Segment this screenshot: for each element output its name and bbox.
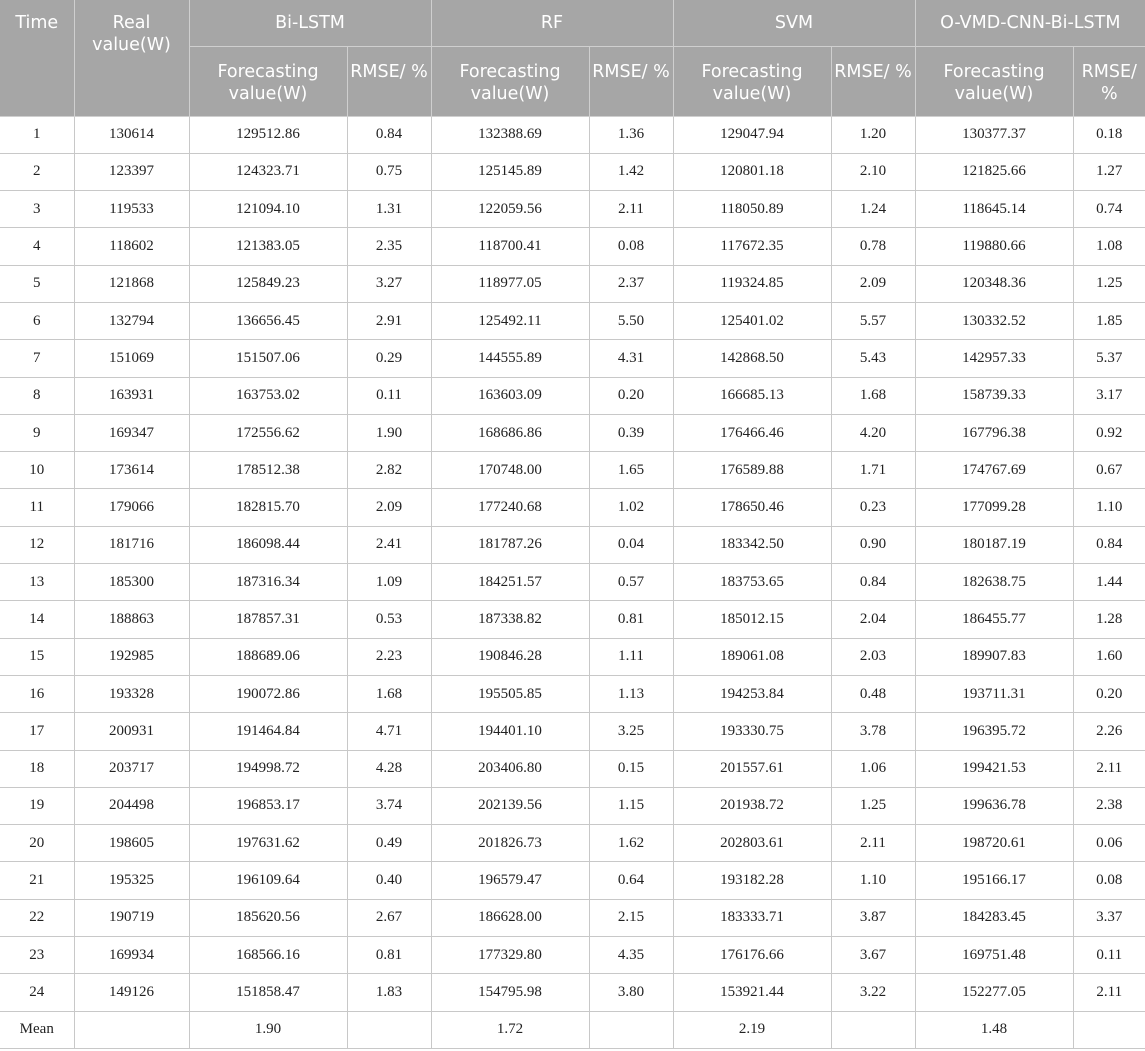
ovmd-rmse-cell: 5.37 [1073, 340, 1145, 377]
time-cell: 5 [0, 265, 74, 302]
bilstm-rmse-cell: 2.35 [347, 228, 431, 265]
real-value-cell: 123397 [74, 153, 189, 190]
rf-forecast-cell: 203406.80 [431, 750, 589, 787]
ovmd-forecast-cell: 184283.45 [915, 899, 1073, 936]
rf-forecast-cell: 187338.82 [431, 601, 589, 638]
bilstm-forecast-cell: 121383.05 [189, 228, 347, 265]
mean-value-cell: 1.72 [431, 1011, 589, 1048]
header-group-rf: RF [431, 0, 673, 46]
svm-rmse-cell: 3.78 [831, 713, 915, 750]
rf-rmse-cell: 1.13 [589, 675, 673, 712]
ovmd-rmse-cell: 1.25 [1073, 265, 1145, 302]
table-row [0, 526, 1145, 563]
ovmd-rmse-cell: 3.17 [1073, 377, 1145, 414]
header-group-ovmd: O-VMD-CNN-Bi-LSTM [915, 0, 1145, 46]
mean-value-cell: 2.19 [673, 1011, 831, 1048]
time-cell: 4 [0, 228, 74, 265]
bilstm-rmse-cell: 3.27 [347, 265, 431, 302]
svm-rmse-cell: 0.48 [831, 675, 915, 712]
time-cell: 21 [0, 862, 74, 899]
real-value-cell: 198605 [74, 825, 189, 862]
bilstm-rmse-cell: 0.53 [347, 601, 431, 638]
table-row [0, 340, 1145, 377]
rf-rmse-cell: 1.15 [589, 787, 673, 824]
ovmd-forecast-cell: 130377.37 [915, 116, 1073, 153]
ovmd-forecast-cell: 158739.33 [915, 377, 1073, 414]
time-cell: 2 [0, 153, 74, 190]
ovmd-rmse-cell: 0.20 [1073, 675, 1145, 712]
rf-rmse-cell: 1.62 [589, 825, 673, 862]
time-cell: 15 [0, 638, 74, 675]
header-group-svm: SVM [673, 0, 915, 46]
ovmd-rmse-cell: 1.85 [1073, 302, 1145, 339]
time-cell: 19 [0, 787, 74, 824]
rf-forecast-cell: 194401.10 [431, 713, 589, 750]
svm-rmse-cell: 1.25 [831, 787, 915, 824]
bilstm-rmse-cell: 1.31 [347, 191, 431, 228]
rf-forecast-cell: 181787.26 [431, 526, 589, 563]
header-rmse: RMSE/ % [589, 46, 673, 116]
ovmd-rmse-cell: 1.08 [1073, 228, 1145, 265]
bilstm-forecast-cell: 186098.44 [189, 526, 347, 563]
real-value-cell: 193328 [74, 675, 189, 712]
svm-rmse-cell: 1.10 [831, 862, 915, 899]
bilstm-rmse-cell: 1.90 [347, 414, 431, 451]
table-row [0, 564, 1145, 601]
svm-forecast-cell: 201938.72 [673, 787, 831, 824]
bilstm-rmse-cell: 2.91 [347, 302, 431, 339]
rf-rmse-cell: 3.25 [589, 713, 673, 750]
mean-value-cell [831, 1011, 915, 1048]
bilstm-rmse-cell: 3.74 [347, 787, 431, 824]
rf-forecast-cell: 118700.41 [431, 228, 589, 265]
mean-value-cell: 1.90 [189, 1011, 347, 1048]
real-value-cell: 169934 [74, 937, 189, 974]
svm-rmse-cell: 0.90 [831, 526, 915, 563]
header-rmse: RMSE/ % [831, 46, 915, 116]
time-cell: 20 [0, 825, 74, 862]
real-value-cell: 181716 [74, 526, 189, 563]
bilstm-rmse-cell: 0.40 [347, 862, 431, 899]
svm-forecast-cell: 125401.02 [673, 302, 831, 339]
real-value-cell: 132794 [74, 302, 189, 339]
bilstm-rmse-cell: 0.84 [347, 116, 431, 153]
table-row [0, 862, 1145, 899]
ovmd-rmse-cell: 0.11 [1073, 937, 1145, 974]
rf-forecast-cell: 196579.47 [431, 862, 589, 899]
header-real-value: Real value(W) [74, 0, 189, 116]
rf-forecast-cell: 186628.00 [431, 899, 589, 936]
table-row [0, 675, 1145, 712]
svm-rmse-cell: 3.67 [831, 937, 915, 974]
bilstm-forecast-cell: 151507.06 [189, 340, 347, 377]
header-group-bilstm: Bi-LSTM [189, 0, 431, 46]
ovmd-rmse-cell: 1.44 [1073, 564, 1145, 601]
ovmd-rmse-cell: 0.84 [1073, 526, 1145, 563]
rf-forecast-cell: 125492.11 [431, 302, 589, 339]
header-forecasting: Forecasting value(W) [189, 46, 347, 116]
time-cell: 16 [0, 675, 74, 712]
real-value-cell: 130614 [74, 116, 189, 153]
svm-rmse-cell: 2.10 [831, 153, 915, 190]
time-cell: 13 [0, 564, 74, 601]
bilstm-forecast-cell: 172556.62 [189, 414, 347, 451]
rf-rmse-cell: 0.15 [589, 750, 673, 787]
header-time: Time [0, 0, 74, 116]
table-row [0, 116, 1145, 153]
svm-rmse-cell: 1.20 [831, 116, 915, 153]
table-row [0, 638, 1145, 675]
ovmd-rmse-cell: 2.11 [1073, 974, 1145, 1011]
table-row [0, 899, 1145, 936]
bilstm-forecast-cell: 163753.02 [189, 377, 347, 414]
real-value-cell: 179066 [74, 489, 189, 526]
ovmd-forecast-cell: 119880.66 [915, 228, 1073, 265]
time-cell: 6 [0, 302, 74, 339]
time-cell: 17 [0, 713, 74, 750]
time-cell: 3 [0, 191, 74, 228]
table-row [0, 974, 1145, 1011]
rf-rmse-cell: 1.42 [589, 153, 673, 190]
rf-rmse-cell: 2.11 [589, 191, 673, 228]
bilstm-forecast-cell: 129512.86 [189, 116, 347, 153]
header-forecasting: Forecasting value(W) [431, 46, 589, 116]
svm-forecast-cell: 202803.61 [673, 825, 831, 862]
svm-forecast-cell: 185012.15 [673, 601, 831, 638]
real-value-cell: 118602 [74, 228, 189, 265]
real-value-cell: 204498 [74, 787, 189, 824]
table-row [0, 452, 1145, 489]
mean-value-cell [1073, 1011, 1145, 1048]
bilstm-forecast-cell: 187857.31 [189, 601, 347, 638]
rf-rmse-cell: 0.57 [589, 564, 673, 601]
rf-forecast-cell: 118977.05 [431, 265, 589, 302]
table-row [0, 750, 1145, 787]
rf-forecast-cell: 125145.89 [431, 153, 589, 190]
time-cell: 14 [0, 601, 74, 638]
svm-rmse-cell: 1.24 [831, 191, 915, 228]
bilstm-rmse-cell: 2.41 [347, 526, 431, 563]
rf-rmse-cell: 2.15 [589, 899, 673, 936]
time-cell: 18 [0, 750, 74, 787]
real-value-cell: 169347 [74, 414, 189, 451]
ovmd-rmse-cell: 0.67 [1073, 452, 1145, 489]
ovmd-rmse-cell: 3.37 [1073, 899, 1145, 936]
table-row [0, 787, 1145, 824]
ovmd-rmse-cell: 2.38 [1073, 787, 1145, 824]
bilstm-rmse-cell: 1.09 [347, 564, 431, 601]
bilstm-forecast-cell: 168566.16 [189, 937, 347, 974]
svm-rmse-cell: 0.78 [831, 228, 915, 265]
time-cell: 1 [0, 116, 74, 153]
ovmd-forecast-cell: 169751.48 [915, 937, 1073, 974]
mean-value-cell [74, 1011, 189, 1048]
svm-forecast-cell: 120801.18 [673, 153, 831, 190]
table-row [0, 937, 1145, 974]
svm-rmse-cell: 0.84 [831, 564, 915, 601]
ovmd-forecast-cell: 177099.28 [915, 489, 1073, 526]
time-cell: 22 [0, 899, 74, 936]
rf-rmse-cell: 2.37 [589, 265, 673, 302]
svm-rmse-cell: 2.11 [831, 825, 915, 862]
rf-rmse-cell: 5.50 [589, 302, 673, 339]
rf-forecast-cell: 190846.28 [431, 638, 589, 675]
bilstm-forecast-cell: 194998.72 [189, 750, 347, 787]
ovmd-forecast-cell: 196395.72 [915, 713, 1073, 750]
bilstm-rmse-cell: 2.09 [347, 489, 431, 526]
rf-rmse-cell: 1.65 [589, 452, 673, 489]
svm-rmse-cell: 2.03 [831, 638, 915, 675]
ovmd-rmse-cell: 0.18 [1073, 116, 1145, 153]
bilstm-forecast-cell: 197631.62 [189, 825, 347, 862]
bilstm-forecast-cell: 124323.71 [189, 153, 347, 190]
rf-forecast-cell: 168686.86 [431, 414, 589, 451]
bilstm-rmse-cell: 1.68 [347, 675, 431, 712]
header-forecasting: Forecasting value(W) [915, 46, 1073, 116]
ovmd-forecast-cell: 193711.31 [915, 675, 1073, 712]
svm-rmse-cell: 1.06 [831, 750, 915, 787]
bilstm-forecast-cell: 125849.23 [189, 265, 347, 302]
real-value-cell: 188863 [74, 601, 189, 638]
svm-forecast-cell: 183342.50 [673, 526, 831, 563]
bilstm-forecast-cell: 196853.17 [189, 787, 347, 824]
svm-rmse-cell: 5.57 [831, 302, 915, 339]
mean-value-cell [347, 1011, 431, 1048]
rf-forecast-cell: 195505.85 [431, 675, 589, 712]
table-row [0, 302, 1145, 339]
bilstm-rmse-cell: 2.23 [347, 638, 431, 675]
time-cell: 9 [0, 414, 74, 451]
real-value-cell: 185300 [74, 564, 189, 601]
svm-rmse-cell: 3.87 [831, 899, 915, 936]
ovmd-rmse-cell: 0.92 [1073, 414, 1145, 451]
time-cell: 12 [0, 526, 74, 563]
rf-forecast-cell: 170748.00 [431, 452, 589, 489]
table-row [0, 601, 1145, 638]
mean-value-cell: 1.48 [915, 1011, 1073, 1048]
table-row [0, 489, 1145, 526]
time-cell: 7 [0, 340, 74, 377]
svm-forecast-cell: 178650.46 [673, 489, 831, 526]
bilstm-forecast-cell: 121094.10 [189, 191, 347, 228]
svm-forecast-cell: 193182.28 [673, 862, 831, 899]
svm-forecast-cell: 118050.89 [673, 191, 831, 228]
real-value-cell: 163931 [74, 377, 189, 414]
rf-rmse-cell: 0.39 [589, 414, 673, 451]
ovmd-rmse-cell: 2.11 [1073, 750, 1145, 787]
bilstm-forecast-cell: 191464.84 [189, 713, 347, 750]
svm-rmse-cell: 2.09 [831, 265, 915, 302]
time-cell: 11 [0, 489, 74, 526]
real-value-cell: 119533 [74, 191, 189, 228]
rf-rmse-cell: 0.08 [589, 228, 673, 265]
table-row [0, 265, 1145, 302]
bilstm-forecast-cell: 185620.56 [189, 899, 347, 936]
table-row [0, 414, 1145, 451]
table-row [0, 825, 1145, 862]
svm-rmse-cell: 4.20 [831, 414, 915, 451]
svm-forecast-cell: 176176.66 [673, 937, 831, 974]
ovmd-forecast-cell: 121825.66 [915, 153, 1073, 190]
ovmd-forecast-cell: 199421.53 [915, 750, 1073, 787]
table-body [0, 116, 1145, 1048]
rf-rmse-cell: 1.02 [589, 489, 673, 526]
ovmd-rmse-cell: 1.27 [1073, 153, 1145, 190]
ovmd-forecast-cell: 186455.77 [915, 601, 1073, 638]
bilstm-rmse-cell: 0.49 [347, 825, 431, 862]
bilstm-forecast-cell: 182815.70 [189, 489, 347, 526]
time-cell: 10 [0, 452, 74, 489]
header-forecasting: Forecasting value(W) [673, 46, 831, 116]
rf-rmse-cell: 0.04 [589, 526, 673, 563]
header-rmse: RMSE/ % [347, 46, 431, 116]
rf-forecast-cell: 202139.56 [431, 787, 589, 824]
table-row [0, 377, 1145, 414]
ovmd-forecast-cell: 142957.33 [915, 340, 1073, 377]
svm-forecast-cell: 183753.65 [673, 564, 831, 601]
ovmd-forecast-cell: 167796.38 [915, 414, 1073, 451]
svm-forecast-cell: 176466.46 [673, 414, 831, 451]
bilstm-rmse-cell: 0.81 [347, 937, 431, 974]
table-header [0, 0, 1145, 116]
bilstm-rmse-cell: 0.29 [347, 340, 431, 377]
table-row [0, 713, 1145, 750]
bilstm-forecast-cell: 178512.38 [189, 452, 347, 489]
svm-rmse-cell: 1.71 [831, 452, 915, 489]
ovmd-forecast-cell: 120348.36 [915, 265, 1073, 302]
rf-forecast-cell: 144555.89 [431, 340, 589, 377]
real-value-cell: 203717 [74, 750, 189, 787]
rf-forecast-cell: 184251.57 [431, 564, 589, 601]
table-row [0, 153, 1145, 190]
real-value-cell: 121868 [74, 265, 189, 302]
bilstm-rmse-cell: 1.83 [347, 974, 431, 1011]
rf-rmse-cell: 3.80 [589, 974, 673, 1011]
svm-forecast-cell: 142868.50 [673, 340, 831, 377]
time-cell: 24 [0, 974, 74, 1011]
ovmd-forecast-cell: 180187.19 [915, 526, 1073, 563]
ovmd-forecast-cell: 195166.17 [915, 862, 1073, 899]
svm-rmse-cell: 5.43 [831, 340, 915, 377]
ovmd-forecast-cell: 130332.52 [915, 302, 1073, 339]
svm-rmse-cell: 0.23 [831, 489, 915, 526]
bilstm-forecast-cell: 187316.34 [189, 564, 347, 601]
svm-rmse-cell: 1.68 [831, 377, 915, 414]
ovmd-rmse-cell: 0.08 [1073, 862, 1145, 899]
bilstm-forecast-cell: 151858.47 [189, 974, 347, 1011]
ovmd-forecast-cell: 152277.05 [915, 974, 1073, 1011]
real-value-cell: 192985 [74, 638, 189, 675]
rf-forecast-cell: 177329.80 [431, 937, 589, 974]
rf-rmse-cell: 0.20 [589, 377, 673, 414]
svm-rmse-cell: 2.04 [831, 601, 915, 638]
rf-forecast-cell: 154795.98 [431, 974, 589, 1011]
header-rmse: RMSE/ % [1073, 46, 1145, 116]
ovmd-rmse-cell: 1.60 [1073, 638, 1145, 675]
svm-forecast-cell: 194253.84 [673, 675, 831, 712]
svm-forecast-cell: 193330.75 [673, 713, 831, 750]
bilstm-forecast-cell: 136656.45 [189, 302, 347, 339]
svm-forecast-cell: 153921.44 [673, 974, 831, 1011]
ovmd-forecast-cell: 189907.83 [915, 638, 1073, 675]
bilstm-rmse-cell: 0.11 [347, 377, 431, 414]
rf-forecast-cell: 177240.68 [431, 489, 589, 526]
ovmd-forecast-cell: 198720.61 [915, 825, 1073, 862]
bilstm-rmse-cell: 2.67 [347, 899, 431, 936]
time-cell: 8 [0, 377, 74, 414]
mean-value-cell [589, 1011, 673, 1048]
bilstm-forecast-cell: 190072.86 [189, 675, 347, 712]
svm-forecast-cell: 176589.88 [673, 452, 831, 489]
ovmd-rmse-cell: 1.10 [1073, 489, 1145, 526]
rf-forecast-cell: 132388.69 [431, 116, 589, 153]
svm-forecast-cell: 117672.35 [673, 228, 831, 265]
table-row [0, 191, 1145, 228]
ovmd-rmse-cell: 1.28 [1073, 601, 1145, 638]
svm-forecast-cell: 129047.94 [673, 116, 831, 153]
real-value-cell: 149126 [74, 974, 189, 1011]
rf-rmse-cell: 1.36 [589, 116, 673, 153]
svm-forecast-cell: 201557.61 [673, 750, 831, 787]
ovmd-rmse-cell: 0.06 [1073, 825, 1145, 862]
real-value-cell: 151069 [74, 340, 189, 377]
svm-forecast-cell: 189061.08 [673, 638, 831, 675]
mean-label-cell: Mean [0, 1011, 74, 1048]
table-row [0, 228, 1145, 265]
svm-rmse-cell: 3.22 [831, 974, 915, 1011]
real-value-cell: 195325 [74, 862, 189, 899]
mean-row [0, 1011, 1145, 1048]
rf-rmse-cell: 0.64 [589, 862, 673, 899]
ovmd-rmse-cell: 0.74 [1073, 191, 1145, 228]
rf-rmse-cell: 0.81 [589, 601, 673, 638]
real-value-cell: 173614 [74, 452, 189, 489]
bilstm-forecast-cell: 188689.06 [189, 638, 347, 675]
bilstm-rmse-cell: 2.82 [347, 452, 431, 489]
real-value-cell: 200931 [74, 713, 189, 750]
rf-rmse-cell: 4.31 [589, 340, 673, 377]
svm-forecast-cell: 119324.85 [673, 265, 831, 302]
ovmd-forecast-cell: 182638.75 [915, 564, 1073, 601]
bilstm-rmse-cell: 4.28 [347, 750, 431, 787]
bilstm-rmse-cell: 4.71 [347, 713, 431, 750]
bilstm-rmse-cell: 0.75 [347, 153, 431, 190]
rf-forecast-cell: 122059.56 [431, 191, 589, 228]
ovmd-forecast-cell: 118645.14 [915, 191, 1073, 228]
ovmd-forecast-cell: 199636.78 [915, 787, 1073, 824]
rf-forecast-cell: 163603.09 [431, 377, 589, 414]
rf-rmse-cell: 1.11 [589, 638, 673, 675]
svm-forecast-cell: 166685.13 [673, 377, 831, 414]
ovmd-forecast-cell: 174767.69 [915, 452, 1073, 489]
rf-forecast-cell: 201826.73 [431, 825, 589, 862]
bilstm-forecast-cell: 196109.64 [189, 862, 347, 899]
real-value-cell: 190719 [74, 899, 189, 936]
rf-rmse-cell: 4.35 [589, 937, 673, 974]
time-cell: 23 [0, 937, 74, 974]
svm-forecast-cell: 183333.71 [673, 899, 831, 936]
ovmd-rmse-cell: 2.26 [1073, 713, 1145, 750]
